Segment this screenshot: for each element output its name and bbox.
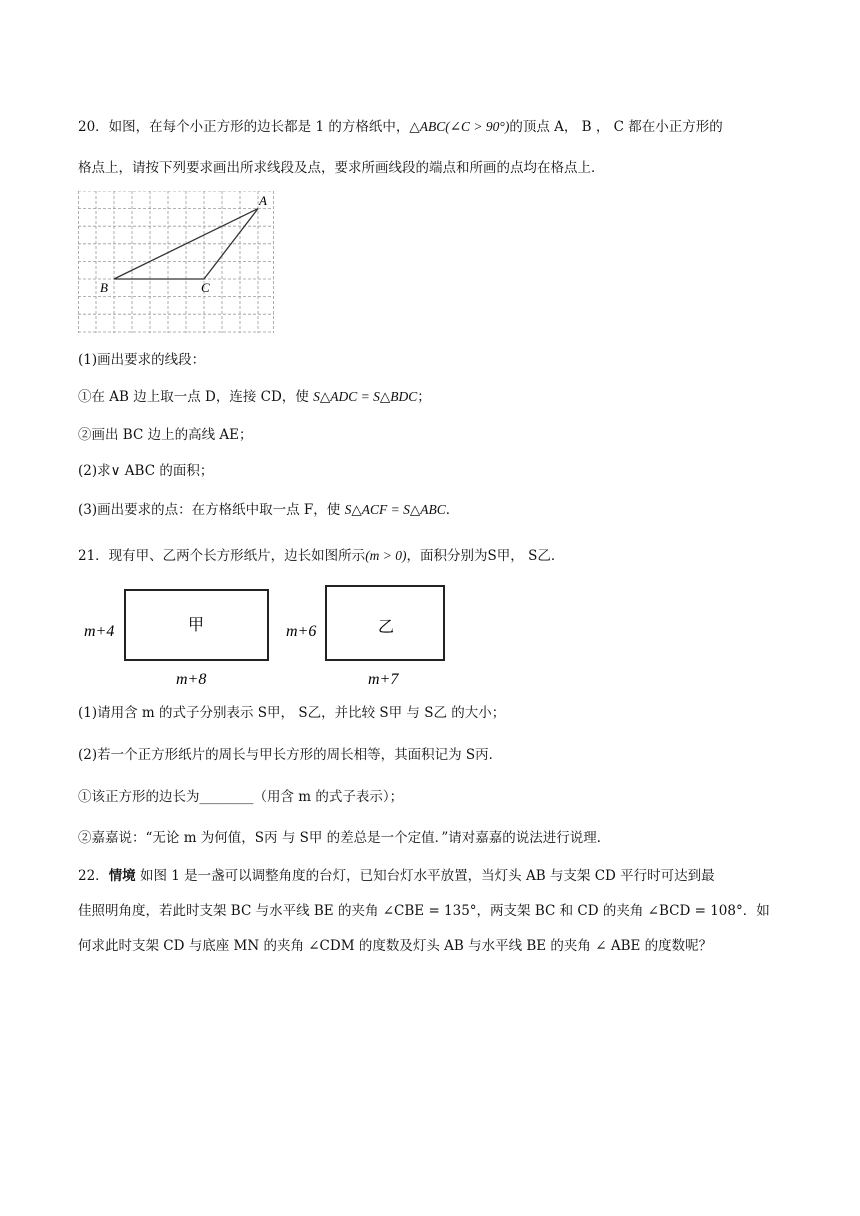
q20-line1-prefix: 20．如图，在每个小正方形的边长都是 1 的方格纸中， xyxy=(78,119,410,135)
grid-lines xyxy=(78,191,274,333)
q21-part2-b: ②嘉嘉说：“无论 m 为何值，S丙 与 S甲 的差总是一个定值．”请对嘉嘉的说法进行说理． xyxy=(78,830,611,846)
q21-line1-suffix: ，面积分别为S甲， S乙． xyxy=(406,548,565,564)
q20-part2: (2)求∨ ABC 的面积； xyxy=(78,463,214,479)
rect-jia-width: m+8 xyxy=(176,671,207,688)
q20-line2: 格点上，请按下列要求画出所求线段及点，要求所画线段的端点和所画的点均在格点上． xyxy=(78,160,605,176)
q20-part3-eq: S△ACF = S△ABC xyxy=(344,502,446,517)
rect-yi-width: m+7 xyxy=(368,671,399,688)
label-a: A xyxy=(259,193,267,208)
rect-jia-height: m+4 xyxy=(84,623,115,640)
q21-rectangles-figure xyxy=(80,580,460,690)
q20-part3-suffix: ． xyxy=(445,502,460,518)
q22-line3: 何求此时支架 CD 与底座 MN 的夹角 ∠CDM 的度数及灯头 AB 与水平线 BE 的夹角 ∠ ABE 的度数呢？ xyxy=(78,938,713,954)
q21-condition: (m > 0) xyxy=(365,548,407,563)
q20-part1-a-eq: S△ADC = S△BDC xyxy=(313,389,418,404)
q22-line2: 佳照明角度，若此时支架 BC 与水平线 BE 的夹角 ∠CBE = 135°，两支架 BC 和 CD 的夹角 ∠BCD = 108°．如 xyxy=(78,903,770,919)
q20-line1-suffix: 的顶点 A， B ， C 都在小正方形的 xyxy=(509,119,723,135)
label-b: B xyxy=(100,280,108,295)
q20-part1-a xyxy=(78,387,431,407)
q20-part1-b: ②画出 BC 边上的高线 AE； xyxy=(78,427,253,443)
q21-part1: (1)请用含 m 的式子分别表示 S甲， S乙，并比较 S甲 与 S乙 的大小； xyxy=(78,705,506,721)
q20-line1 xyxy=(78,117,723,137)
q20-grid-figure xyxy=(78,191,274,333)
q22-line1 xyxy=(78,866,715,886)
q20-part3-prefix: (3)画出要求的点：在方格纸中取一点 F，使 xyxy=(78,502,345,518)
q22-tag: 情境 xyxy=(108,868,136,884)
label-c: C xyxy=(201,280,210,295)
q20-condition: (∠C > 90°) xyxy=(445,119,510,134)
q20-part1: (1)画出要求的线段： xyxy=(78,352,206,368)
q20-triangle: △ABC xyxy=(409,119,446,134)
q20-part3 xyxy=(78,500,459,520)
rect-yi-height: m+6 xyxy=(286,623,317,640)
q20-part1-a-prefix: ①在 AB 边上取一点 D，连接 CD，使 xyxy=(78,389,314,405)
q21-line1 xyxy=(78,546,564,566)
rect-jia-name: 甲 xyxy=(188,617,205,634)
q22-number: 22． xyxy=(78,868,109,884)
q20-part1-a-suffix: ； xyxy=(417,389,431,405)
q21-part2-a: ①该正方形的边长为________（用含 m 的式子表示）； xyxy=(78,789,404,805)
q22-line1-text: 如图 1 是一盏可以调整角度的台灯，已知台灯水平放置，当灯头 AB 与支架 CD 平行时可达到最 xyxy=(139,868,715,884)
q21-part2: (2)若一个正方形纸片的周长与甲长方形的周长相等，其面积记为 S丙． xyxy=(78,747,503,763)
q21-line1-prefix: 21．现有甲、乙两个长方形纸片，边长如图所示 xyxy=(78,548,366,564)
rect-yi-name: 乙 xyxy=(378,619,395,636)
